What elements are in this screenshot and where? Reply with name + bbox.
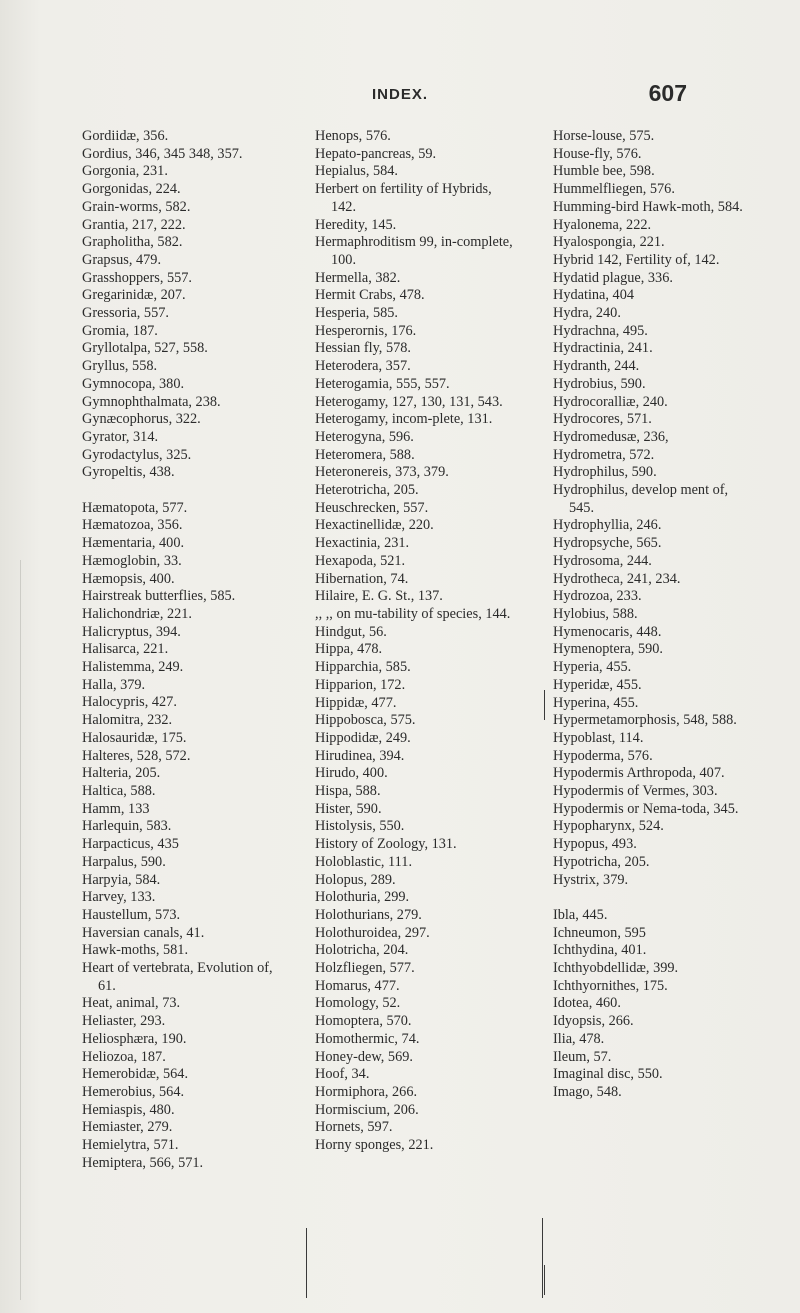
- index-entry: Gressoria, 557.: [82, 305, 169, 322]
- index-entry: Homoptera, 570.: [315, 1013, 412, 1030]
- index-entry: Haversian canals, 41.: [82, 924, 205, 941]
- index-entry: Hibernation, 74.: [315, 570, 409, 587]
- index-entry: Gymnophthalmata, 238.: [82, 393, 221, 410]
- index-entry: Holotricha, 204.: [315, 942, 409, 959]
- index-entry: Hermit Crabs, 478.: [315, 287, 425, 304]
- index-entry: Harlequin, 583.: [82, 818, 172, 835]
- section-gap: [82, 482, 282, 500]
- index-entry: Hydractinia, 241.: [553, 340, 653, 357]
- index-entry: Holothuroidea, 297.: [315, 924, 430, 941]
- index-entry: Hydromedusæ, 236,: [553, 428, 669, 445]
- index-entry: Gymnocopa, 380.: [82, 375, 185, 392]
- index-entry: Hydrotheca, 241, 234.: [553, 570, 681, 587]
- index-entry: Haltica, 588.: [82, 783, 156, 799]
- index-entry: House-fly, 576.: [553, 145, 642, 162]
- index-entry: Hesperornis, 176.: [315, 322, 417, 339]
- index-entry: Hormiphora, 266.: [315, 1083, 418, 1100]
- index-entry: Hydrocores, 571.: [553, 411, 652, 428]
- index-entry: Histolysis, 550.: [315, 818, 405, 835]
- index-entry: Hydrachna, 495.: [553, 322, 648, 339]
- index-entry: Hydrophilus, develop ment of, 545.: [553, 482, 729, 516]
- index-entry: Harpyia, 584.: [82, 871, 161, 888]
- index-entry: Hydatid plague, 336.: [553, 269, 673, 286]
- gutter-shadow: [20, 560, 21, 1300]
- index-entry: Gordius, 346, 345 348, 357.: [82, 145, 243, 162]
- index-entry: Hystrix, 379.: [553, 871, 629, 888]
- index-entry: Homothermic, 74.: [315, 1030, 420, 1047]
- index-entry: Hermaphroditism 99, in-complete, 100.: [315, 234, 513, 268]
- column-rule: [544, 690, 545, 720]
- index-entry: Hypodermis of Vermes, 303.: [553, 783, 718, 800]
- index-entry: Halomitra, 232.: [82, 712, 173, 729]
- index-entry: Halosauridæ, 175.: [82, 729, 187, 746]
- index-entry: Hæmentaria, 400.: [82, 535, 185, 552]
- index-entry: Hymenocaris, 448.: [553, 623, 662, 640]
- index-entry: Hemerobidæ, 564.: [82, 1066, 189, 1083]
- index-entry: Halteres, 528, 572.: [82, 747, 191, 764]
- index-entry: Hermella, 382.: [315, 269, 401, 286]
- index-entry: Ichneumon, 595: [553, 924, 646, 941]
- index-entry: Heterogamia, 555, 557.: [315, 375, 450, 392]
- index-entry: Hemiaster, 279.: [82, 1119, 173, 1136]
- index-entry: Hoof, 34.: [315, 1066, 370, 1083]
- index-entry: Hæmatopota, 577.: [82, 499, 188, 516]
- index-entry: Halteria, 205.: [82, 765, 161, 782]
- index-entry: Halichondriæ, 221.: [82, 605, 192, 622]
- index-entry: Hyperina, 455.: [553, 694, 639, 711]
- index-entry: Hexactinia, 231.: [315, 535, 410, 552]
- index-entry: Heterogamy, 127, 130, 131, 543.: [315, 393, 503, 410]
- running-title: INDEX.: [371, 86, 428, 103]
- index-entry: Hindgut, 56.: [315, 623, 387, 640]
- index-entry: Grasshoppers, 557.: [82, 269, 192, 286]
- index-entry: Hemerobius, 564.: [82, 1083, 185, 1100]
- index-entry: Hypodermis Arthropoda, 407.: [553, 765, 725, 782]
- index-entry: Hydrozoa, 233.: [553, 588, 642, 605]
- index-entry: Halistemma, 249.: [82, 659, 184, 676]
- index-entry: Heliozoa, 187.: [82, 1048, 166, 1065]
- index-entry: Ibla, 445.: [553, 906, 608, 923]
- index-entry: Hydropsyche, 565.: [553, 535, 662, 552]
- index-entry: Hawk-moths, 581.: [82, 942, 189, 959]
- index-entry: Hyalospongia, 221.: [553, 234, 665, 251]
- index-entry: Holzfliegen, 577.: [315, 960, 415, 977]
- index-entry: Hypotricha, 205.: [553, 853, 650, 870]
- index-entry: Hister, 590.: [315, 800, 382, 817]
- index-entry: Hirudo, 400.: [315, 765, 388, 782]
- index-entry: Hipparchia, 585.: [315, 659, 411, 676]
- index-entry: Hymenoptera, 590.: [553, 641, 663, 658]
- index-entry: Halla, 379.: [82, 676, 146, 693]
- index-entry: Hypopus, 493.: [553, 836, 637, 853]
- index-entry: Hyperia, 455.: [553, 659, 632, 676]
- index-entry: Gorgonia, 231.: [82, 163, 168, 180]
- index-entry: Heart of vertebrata, Evolution of, 61.: [82, 960, 273, 994]
- index-entry: Heteromera, 588.: [315, 446, 415, 463]
- index-entry: Grain-worms, 582.: [82, 198, 191, 215]
- index-entry: Hæmoglobin, 33.: [82, 552, 182, 569]
- section-gap: [553, 889, 743, 907]
- index-entry: Humble bee, 598.: [553, 163, 655, 180]
- index-entry: Idyopsis, 266.: [553, 1013, 634, 1030]
- index-entry: Hydrophyllia, 246.: [553, 517, 662, 534]
- index-entry: Hydrometra, 572.: [553, 446, 655, 463]
- index-entry: Gyrator, 314.: [82, 428, 159, 445]
- index-entry: Heredity, 145.: [315, 216, 397, 233]
- index-entry: Gromia, 187.: [82, 322, 158, 339]
- index-entry: Hippodidæ, 249.: [315, 729, 411, 746]
- index-entry: Ileum, 57.: [553, 1048, 612, 1065]
- index-entry: Harpalus, 590.: [82, 853, 166, 870]
- index-entry: Hypermetamorphosis, 548, 588.: [553, 712, 737, 729]
- index-entry: Gyrodactylus, 325.: [82, 446, 192, 463]
- index-entry: Ichthyornithes, 175.: [553, 977, 668, 994]
- index-entry: Heterodera, 357.: [315, 358, 411, 375]
- index-entry: Hormiscium, 206.: [315, 1101, 419, 1118]
- index-entry: Hipparion, 172.: [315, 676, 406, 693]
- index-entry: Hemielytra, 571.: [82, 1137, 179, 1154]
- index-entry: Holoblastic, 111.: [315, 853, 413, 870]
- index-entry: Ilia, 478.: [553, 1030, 605, 1047]
- index-entry: Hirudinea, 394.: [315, 747, 405, 764]
- index-entry: Harpacticus, 435: [82, 836, 179, 853]
- index-entry: Heteronereis, 373, 379.: [315, 464, 449, 481]
- index-entry: Halicryptus, 394.: [82, 623, 181, 640]
- index-entry: Hydranth, 244.: [553, 358, 640, 375]
- index-entry: Hæmopsis, 400.: [82, 570, 175, 587]
- index-entry: Heterogamy, incom-plete, 131.: [315, 411, 493, 428]
- index-entry: Hessian fly, 578.: [315, 340, 411, 357]
- index-entry: Hydrophilus, 590.: [553, 464, 657, 481]
- index-entry: Holothuria, 299.: [315, 889, 410, 906]
- index-entry: Horse-louse, 575.: [553, 128, 655, 144]
- index-entry: Homarus, 477.: [315, 977, 400, 994]
- index-entry: Hypoderma, 576.: [553, 747, 653, 764]
- index-entry: Grapholitha, 582.: [82, 234, 183, 251]
- index-entry: Heterotricha, 205.: [315, 482, 419, 499]
- index-entry: Hypopharynx, 524.: [553, 818, 664, 835]
- index-entry: Gynæcophorus, 322.: [82, 411, 201, 428]
- index-entry: Hylobius, 588.: [553, 605, 638, 622]
- index-entry: Holothurians, 279.: [315, 906, 422, 923]
- index-entry: Ichthydina, 401.: [553, 942, 647, 959]
- index-entry: Homology, 52.: [315, 995, 401, 1012]
- index-entry: Gryllus, 558.: [82, 358, 158, 375]
- index-entry: History of Zoology, 131.: [315, 836, 457, 853]
- index-entry: Heterogyna, 596.: [315, 428, 414, 445]
- index-entry: Hypodermis or Nema-toda, 345.: [553, 800, 739, 817]
- page-header: [0, 80, 800, 110]
- index-entry: Hepialus, 584.: [315, 163, 398, 180]
- index-column-3: [553, 128, 743, 1102]
- index-entry: Gorgonidas, 224.: [82, 181, 181, 198]
- index-entry: Ichthyobdellidæ, 399.: [553, 960, 679, 977]
- index-entry: Henops, 576.: [315, 128, 391, 144]
- index-entry: Imaginal disc, 550.: [553, 1066, 663, 1083]
- index-entry: Hornets, 597.: [315, 1119, 393, 1136]
- index-entry: Hyalonema, 222.: [553, 216, 652, 233]
- page-number: 607: [648, 80, 687, 106]
- index-entry: Hilaire, E. G. St., 137.: [315, 588, 443, 605]
- index-entry: Hippidæ, 477.: [315, 694, 397, 711]
- column-rule: [542, 1218, 543, 1298]
- index-entry: Grantia, 217, 222.: [82, 216, 186, 233]
- column-rule: [306, 1228, 307, 1298]
- index-entry: Hispa, 588.: [315, 783, 381, 800]
- column-rule: [544, 1265, 545, 1295]
- index-entry: Horny sponges, 221.: [315, 1137, 434, 1154]
- index-entry: Hybrid 142, Fertility of, 142.: [553, 251, 720, 268]
- index-column-2: [315, 128, 515, 1155]
- index-entry: Hydatina, 404: [553, 287, 634, 304]
- index-entry: Hummelfliegen, 576.: [553, 181, 675, 198]
- index-entry: Hypoblast, 114.: [553, 729, 644, 746]
- index-entry: Heliaster, 293.: [82, 1013, 166, 1030]
- index-entry: ,, ,, on mu-tability of species, 144.: [315, 605, 511, 622]
- index-entry: Halocypris, 427.: [82, 694, 177, 711]
- index-entry: Imago, 548.: [553, 1083, 622, 1100]
- index-entry: Hæmatozoa, 356.: [82, 517, 183, 534]
- index-entry: Heat, animal, 73.: [82, 995, 181, 1012]
- index-entry: Hexactinellidæ, 220.: [315, 517, 434, 534]
- index-entry: Hexapoda, 521.: [315, 552, 406, 569]
- index-entry: Gyropeltis, 438.: [82, 464, 175, 481]
- index-entry: Hydrocoralliæ, 240.: [553, 393, 668, 410]
- index-entry: Heuschrecken, 557.: [315, 499, 429, 516]
- index-entry: Gregarinidæ, 207.: [82, 287, 186, 304]
- index-entry: Hemiaspis, 480.: [82, 1101, 175, 1118]
- index-column-1: [82, 128, 282, 1172]
- index-entry: Hesperia, 585.: [315, 305, 398, 322]
- index-entry: Hydra, 240.: [553, 305, 621, 322]
- index-entry: Hairstreak butterflies, 585.: [82, 588, 236, 605]
- index-entry: Honey-dew, 569.: [315, 1048, 413, 1065]
- index-entry: Hyperidæ, 455.: [553, 676, 642, 693]
- index-entry: Hamm, 133: [82, 800, 150, 817]
- index-entry: Herbert on fertility of Hybrids, 142.: [315, 181, 492, 215]
- index-entry: Hydrosoma, 244.: [553, 552, 652, 569]
- index-entry: Hemiptera, 566, 571.: [82, 1154, 204, 1171]
- index-entry: Humming-bird Hawk-moth, 584.: [553, 198, 743, 215]
- index-entry: Halisarca, 221.: [82, 641, 169, 658]
- index-entry: Harvey, 133.: [82, 889, 156, 906]
- index-entry: Hydrobius, 590.: [553, 375, 646, 392]
- index-entry: Hepato-pancreas, 59.: [315, 145, 437, 162]
- index-entry: Haustellum, 573.: [82, 906, 181, 923]
- index-entry: Heliosphæra, 190.: [82, 1030, 187, 1047]
- index-entry: Holopus, 289.: [315, 871, 396, 888]
- index-entry: Gordiidæ, 356.: [82, 128, 169, 144]
- index-entry: Hippobosca, 575.: [315, 712, 416, 729]
- index-entry: Grapsus, 479.: [82, 251, 162, 268]
- index-entry: Hippa, 478.: [315, 641, 383, 658]
- index-entry: Idotea, 460.: [553, 995, 621, 1012]
- index-entry: Gryllotalpa, 527, 558.: [82, 340, 208, 357]
